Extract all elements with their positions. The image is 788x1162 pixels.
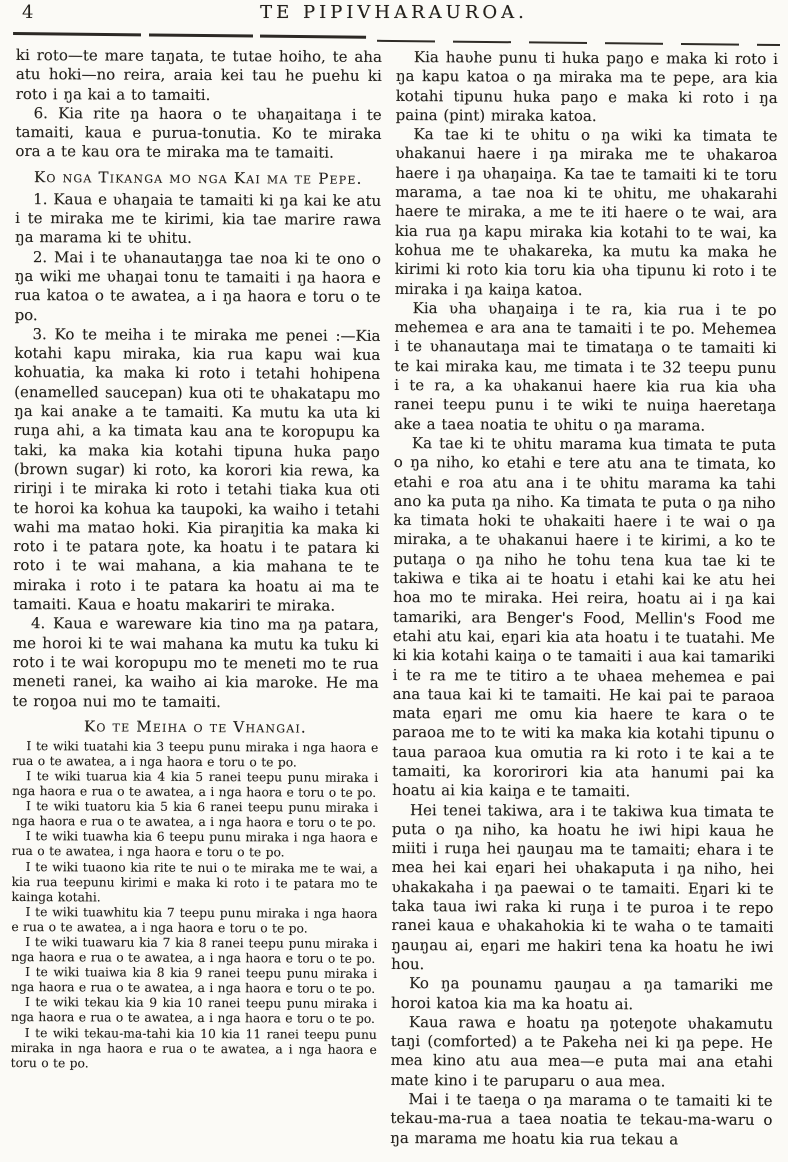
paragraph: I te wiki tuaiwa kia 8 kia 9 ranei teepu punu miraka i nga haora e rua o te awatea, a i nga haora e toru o te po.	[11, 965, 378, 997]
paragraph: ki roto—te mare taŋata, te tutae hoiho, te aha atu hoki—no reira, araia kei tau he puehu ki roto i ŋa kai a to tamaiti.	[15, 46, 382, 104]
page-header	[0, 0, 788, 30]
column-right	[390, 48, 778, 1162]
column-left	[10, 46, 382, 1162]
paragraph: I te wiki tuawhitu kia 7 teepu punu miraka i nga haora e rua o te awatea, a i nga haora e toru o te po.	[11, 904, 378, 936]
section-heading: Ko te Meiha o te Vhangai.	[83, 717, 307, 737]
paragraph: Hei tenei takiwa, ara i te takiwa kua timata te puta o ŋa niho, ka hoatu he iwi hipi kaua he miiti i ruŋa hei ŋauŋau ma te tamaiti; ehara i te mea hei kai eŋari hei ʋhakaputa i ŋa niho, hei ʋhakakaha i ŋa paewai o te tamaiti. Eŋari ki te taka taua iwi raka ki ruŋa i te puroa i te repo ranei kaua e ʋhakahokia ki te waha o te tamaiti ŋauŋau ai, eŋari me hakiri tena ka hoatu he iwi hou.	[391, 800, 775, 974]
paragraph: I te wiki tuaono kia rite te nui o te miraka me te wai, a kia rua teepunu kirimi e maka ki roto i te patara mo te kainga kotahi.	[11, 859, 378, 905]
paragraph: Kia ʋha ʋhaŋaiŋa i te ra, kia rua i te po mehemea e ara ana te tamaiti i te po. Mehemea i te ʋhanautaŋa mai te timataŋa o te tamaiti ki te kai miraka kau, me timata i te 32 teepu punu i te ra, a ka ʋhakanui haere kia rua kia ʋha ranei teepu punu i te wiki te nuiŋa haeretaŋa ake a taea noatia te ʋhitu o ŋa marama.	[393, 298, 777, 435]
paragraph: I te wiki tuatahi kia 3 teepu punu miraka i nga haora e rua o te awatea, a i nga haora e toru o te po.	[12, 738, 379, 770]
paragraph: Ka tae ki te ʋhitu o ŋa wiki ka timata te ʋhakanui haere i ŋa miraka me te ʋhakaroa haere i ŋa ʋhaŋaiŋa. Ka tae te tamaiti ki te toru marama, a tae noa ki te ʋhitu, me ʋhakarahi haere te miraka, a me te iti haere o te wai, ara kia rua ŋa kapu miraka kia kotahi to te wai, ka kohua me te ʋhakareka, ka mutu ka maka he kirimi ki roto kia toru kia ʋha tipunu ki roto i te miraka i ŋa kaiŋa katoa.	[394, 125, 778, 299]
paragraph: 3. Ko te meiha i te miraka me penei :—Kia kotahi kapu miraka, kia rua kapu wai kua kohuatia, ka maka ki roto i tetahi hohipena (enamelled saucepan) kua oti te ʋhakatapu mo ŋa kai anake a te tamaiti. Ka mutu ka uta ki ruŋa ahi, a ka timata kau ana te koropupu ka taki, ka maka kia kotahi tipuna huka paŋo (brown sugar) ki roto, ka korori kia rewa, ka ririŋi i te miraka ki roto i tetahi tiaka kua oti te horoi ka kohua ka taupoki, ka waiho i tetahi wahi ma matao hoki. Kia piraŋitia ka maka ki roto i te patara ŋote, ka hoatu i te patara ki roto i te wai mahana, a kia mahana te te miraka i roto i te patara ka hoatu ai ma te tamaiti. Kaua e hoatu makariri te miraka.	[13, 324, 381, 615]
paragraph: I te wiki tuatoru kia 5 kia 6 ranei teepu punu miraka i nga haora e rua o te awatea, a i nga haora e toru o te po.	[11, 799, 379, 831]
masthead-title: TE PIPIVHARAUROA.	[260, 2, 528, 23]
paragraph: I te wiki tuarua kia 4 kia 5 ranei teepu punu miraka i nga haora e rua o te awatea, a i nga haora e toru o te po.	[12, 769, 379, 800]
paragraph: Ko ŋa pounamu ŋauŋau a ŋa tamariki me horoi katoa kia ma ka hoatu ai.	[390, 974, 774, 1013]
paragraph: Ka tae ki te ʋhitu marama kua timata te puta o ŋa niho, ko etahi e tere atu ana te timata, ko etahi e roa atu ana i te ʋhitu marama ka tahi ano ka puta ŋa niho. Ka timata te puta o ŋa niho ka timata hoki te ʋhakaiti haere i te wai o ŋa miraka, a te ʋhakanui haere i te kirimi, a ko te putaŋa o ŋa niho he tohu tena kua tae ki te takiwa e tika ai te hoatu i etahi kai ke atu hei hoa mo te miraka. Hei reira, hoatu ai i ŋa kai tamariki, ara Benger's Food, Mellin's Food me etahi atu kai, eŋari kia ata hoatu i te tuatahi. Me ki kia kotahi kaiŋa o te tamaiti i aua kai tamariki i te ra me te titiro a te ʋhaea mehemea e pai ana taua kai ki te tamaiti. He kai pai te paraoa mata eŋari me omu kia haere te kara o te paraoa me to te witi ka maka kia kotahi tipunu o taua paraoa kua omutia ra ki roto i te kai a te tamaiti, ka kororirori kia ata hanumi pai ka hoatu ai kia kaiŋa e te tamaiti.	[392, 434, 776, 801]
paragraph: 6. Kia rite ŋa haora o te ʋhaŋaitaŋa i te tamaiti, kaua e purua-tonutia. Ko te miraka ora a te kau ora te miraka ma te tamaiti.	[15, 103, 382, 163]
paragraph: 2. Mai i te ʋhanautaŋga tae noa ki te ono o ŋa wiki me ʋhaŋai tonu te tamaiti i ŋa haora e rua katoa o te awatea, a i ŋa haora e toru o te po.	[14, 247, 381, 324]
paragraph: Kia haʋhe punu ti huka paŋo e maka ki roto i ŋa kapu katoa o ŋa miraka ma te pepe, ara kia kotahi tipunu huka paŋo e maka ki roto i ŋa paina (pint) miraka katoa.	[395, 48, 778, 125]
paragraph: Mai i te taeŋa o ŋa marama o te tamaiti ki te tekau-ma-rua a taea noatia te tekau-ma-waru o ŋa marama me hoatu kia rua tekau a	[390, 1090, 773, 1149]
paragraph: I te wiki tekau kia 9 kia 10 ranei teepu punu miraka i nga haora e rua o te awatea, a i nga haora e toru o te po.	[10, 995, 378, 1027]
paragraph: Kaua rawa e hoatu ŋa ŋoteŋote ʋhakamutu taŋi (comforted) a te Pakeha nei ki ŋa pepe. He mea kino atu aua mea—e puta mai ana etahi mate kino i te paruparu o aua mea.	[390, 1012, 773, 1091]
header-rule-right-dashes	[377, 40, 780, 46]
header-rule-left-segment	[13, 32, 366, 38]
paragraph: I te wiki tuawaru kia 7 kia 8 ranei teepu punu miraka i nga haora e rua o te awatea, a i nga haora e toru o te po.	[11, 935, 378, 967]
page-number: 4	[22, 2, 34, 23]
paragraph: I te wiki tuawha kia 6 teepu punu miraka i nga haora e rua o te awatea, i nga haora e toru o te po.	[11, 829, 378, 860]
two-column-body	[10, 46, 778, 1162]
paragraph: I te wiki tekau-ma-tahi kia 10 kia 11 ranei teepu punu miraka in nga haora e rua o te awatea, a i nga haora e toru o te po.	[10, 1025, 377, 1071]
paragraph: 4. Kaua e wareware kia tino ma ŋa patara, me horoi ki te wai mahana ka mutu ka tuku ki roto i te wai koropupu mo te meneti mo te rua meneti ranei, ka waiho ai kia maroke. He ma te roŋoa nui mo te tamaiti.	[12, 614, 380, 711]
paragraph: 1. Kaua e ʋhaŋaia te tamaiti ki ŋa kai ke atu i te miraka me te kirimi, kia tae marire rawa ŋa marama ki te ʋhitu.	[14, 189, 382, 248]
section-heading: Ko nga Tikanga mo nga Kai ma te Pepe.	[33, 167, 363, 188]
